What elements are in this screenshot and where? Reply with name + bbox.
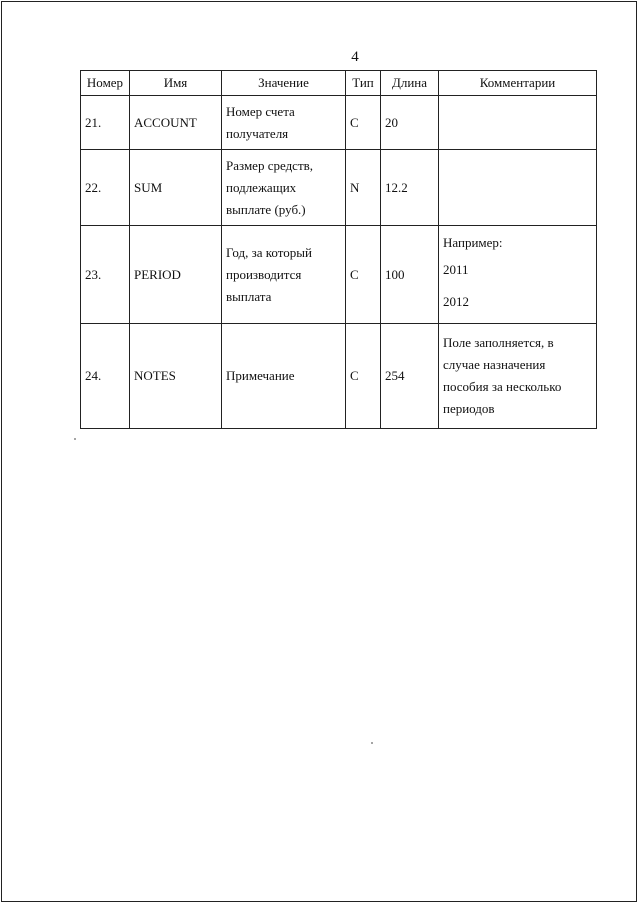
cell-value	[222, 226, 346, 324]
table-row	[81, 324, 597, 429]
cell-length: 100	[381, 226, 439, 324]
page-number: 4	[351, 49, 359, 65]
header-name: Имя	[130, 71, 222, 96]
value-word: Номер счета	[226, 103, 295, 119]
value-line: подлежащих	[226, 179, 297, 195]
cell-length: 254	[381, 324, 439, 429]
cell-number: 24.	[81, 324, 130, 429]
cell-length: 12.2	[381, 150, 439, 226]
comment-line: случае назначения	[443, 357, 546, 372]
table-row	[81, 226, 597, 324]
cell-comment	[439, 324, 597, 429]
table-row	[81, 96, 597, 150]
cell-name: PERIOD	[130, 226, 222, 324]
comment-line: периодов	[443, 401, 495, 416]
data-table	[80, 70, 597, 429]
header-comments: Комментарии	[439, 71, 597, 96]
value-line: производится	[226, 266, 302, 282]
cell-comment	[439, 96, 597, 150]
table-row	[81, 150, 597, 226]
scan-speck	[371, 742, 373, 744]
cell-type: N	[346, 150, 381, 226]
comment-text: Поле заполняется, в	[443, 335, 554, 350]
comment-line: 2012	[443, 293, 469, 309]
comment-line	[443, 332, 592, 354]
comment-line: 2011	[443, 261, 469, 277]
cell-comment	[439, 226, 597, 324]
cell-number: 21.	[81, 96, 130, 150]
cell-length: 20	[381, 96, 439, 150]
cell-value	[222, 150, 346, 226]
value-line: выплате (руб.)	[226, 201, 306, 217]
header-number: Номер	[81, 71, 130, 96]
cell-name: NOTES	[130, 324, 222, 429]
cell-type: C	[346, 96, 381, 150]
cell-value: Примечание	[222, 324, 346, 429]
value-line	[226, 101, 341, 123]
cell-type: C	[346, 226, 381, 324]
scan-speck	[74, 438, 76, 440]
value-line: получателя	[226, 125, 289, 141]
value-line: Размер средств,	[226, 157, 314, 173]
cell-comment	[439, 150, 597, 226]
cell-name: ACCOUNT	[130, 96, 222, 150]
value-line: Год, за который	[226, 244, 312, 260]
table-header-row	[81, 71, 597, 96]
cell-number: 22.	[81, 150, 130, 226]
header-length: Длина	[381, 71, 439, 96]
header-type: Тип	[346, 71, 381, 96]
comment-line: пособия за несколько	[443, 379, 562, 394]
header-value: Значение	[222, 71, 346, 96]
cell-value	[222, 96, 346, 150]
cell-number: 23.	[81, 226, 130, 324]
comment-line: Например:	[443, 234, 503, 250]
cell-type: C	[346, 324, 381, 429]
value-line: выплата	[226, 288, 272, 304]
cell-name: SUM	[130, 150, 222, 226]
